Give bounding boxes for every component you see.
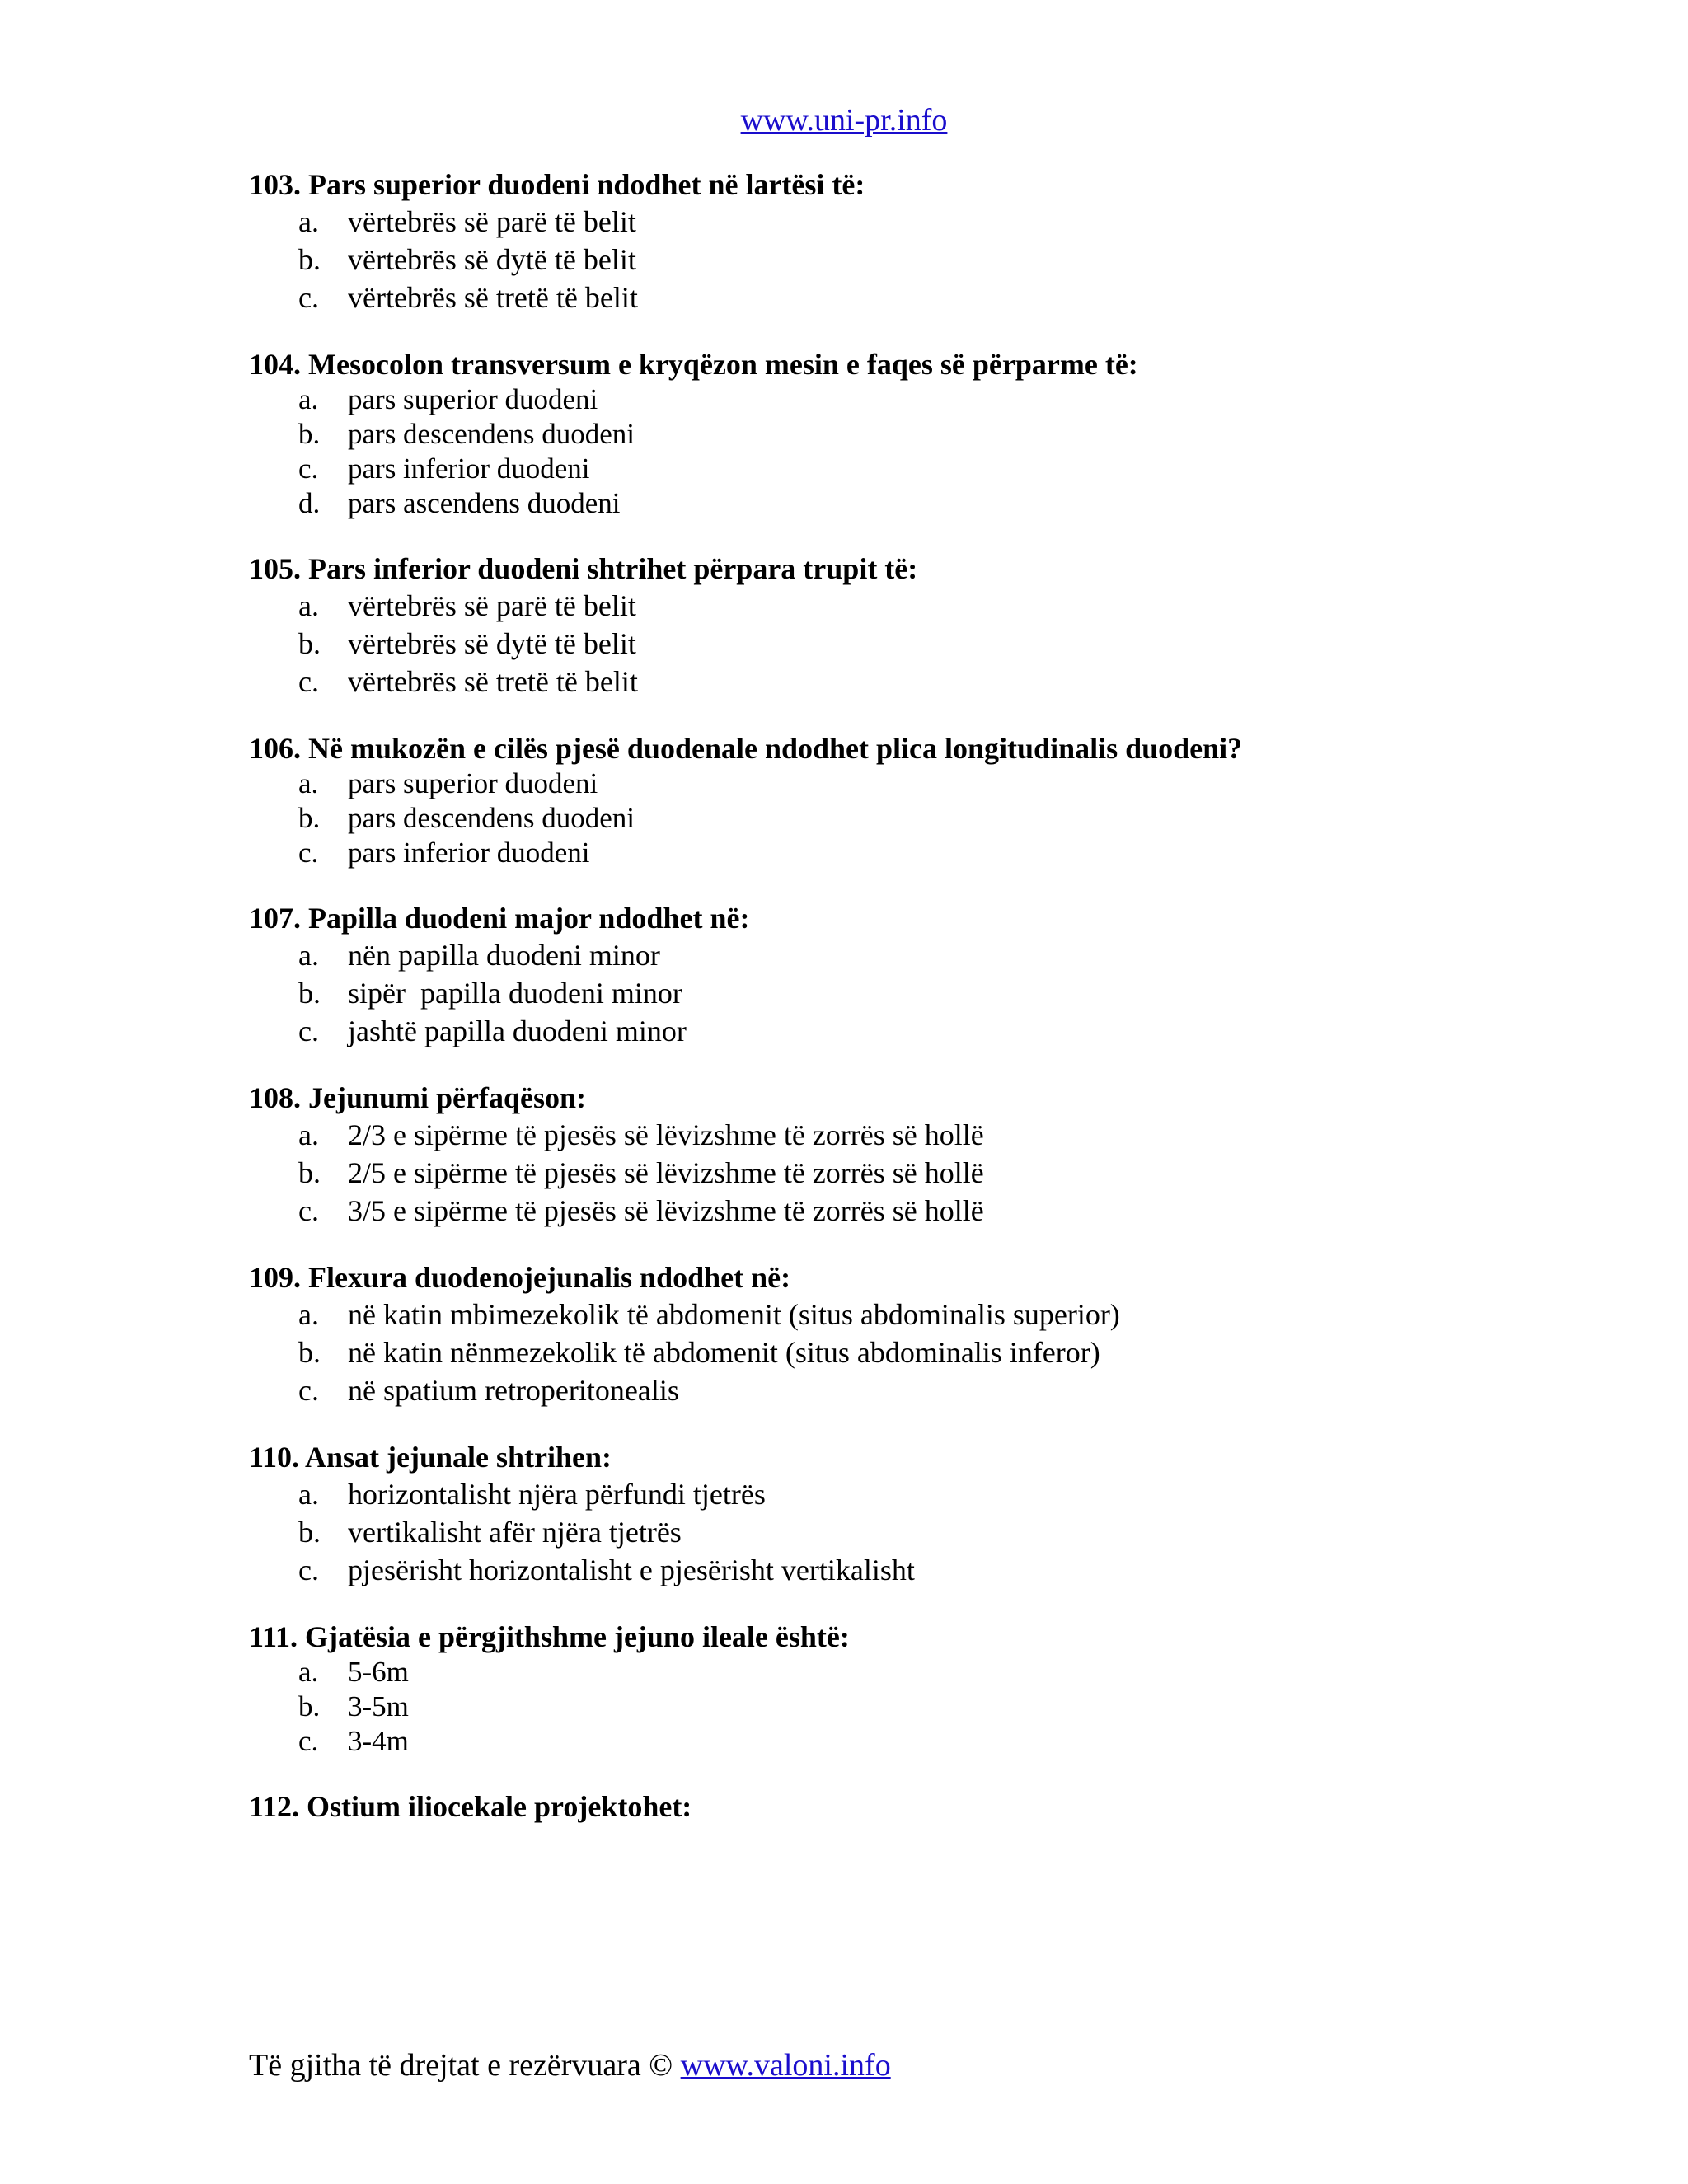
option-letter: c.: [298, 665, 319, 698]
option-letter: c.: [298, 1194, 319, 1227]
option-b: [249, 1333, 1609, 1371]
option-text: pars ascendens duodeni: [348, 487, 621, 519]
option-text: jashtë papilla duodeni minor: [348, 1015, 687, 1047]
option-letter: a.: [298, 1298, 319, 1331]
option-b: [249, 417, 1609, 452]
option-letter: c.: [298, 1725, 319, 1757]
option-text: 3/5 e sipërme të pjesës së lëvizshme të zorrës së hollë: [348, 1194, 984, 1227]
option-text: horizontalisht njëra përfundi tjetrës: [348, 1478, 766, 1511]
option-a: [249, 1475, 1609, 1513]
option-letter: b.: [298, 1690, 321, 1722]
option-letter: b.: [298, 418, 321, 450]
question-109: [249, 1259, 1609, 1409]
option-text: vërtebrës së dytë të belit: [348, 243, 636, 276]
footer-copyright-text: Të gjitha të drejtat e rezërvuara ©: [249, 2048, 681, 2083]
option-text: në katin nënmezekolik të abdomenit (situs abdominalis inferor): [348, 1336, 1100, 1369]
option-letter: a.: [298, 383, 319, 415]
option-text: vërtebrës së tretë të belit: [348, 281, 638, 314]
option-b: [249, 1154, 1609, 1192]
option-c: [249, 1192, 1609, 1230]
option-text: 3-5m: [348, 1690, 409, 1722]
option-text: pars descendens duodeni: [348, 802, 635, 834]
option-a: [249, 936, 1609, 974]
question-title: 104. Mesocolon transversum e kryqëzon mesin e faqes së përparme të:: [249, 348, 1138, 381]
question-title: 112. Ostium iliocekale projektohet:: [249, 1790, 692, 1823]
question-111: [249, 1619, 1609, 1759]
option-a: [249, 1655, 1609, 1690]
option-d: [249, 486, 1609, 521]
footer: [249, 2045, 891, 2086]
footer-link[interactable]: www.valoni.info: [680, 2048, 891, 2083]
option-b: [249, 1690, 1609, 1724]
option-letter: c.: [298, 1015, 319, 1047]
option-b: [249, 974, 1609, 1012]
option-text: pjesërisht horizontalisht e pjesërisht vertikalisht: [348, 1554, 915, 1586]
option-letter: c.: [298, 837, 319, 869]
option-letter: d.: [298, 487, 321, 519]
option-letter: b.: [298, 977, 321, 1010]
option-c: [249, 1371, 1609, 1409]
option-letter: a.: [298, 589, 319, 622]
option-c: [249, 663, 1609, 701]
option-letter: a.: [298, 1478, 319, 1511]
option-text: vërtebrës së dytë të belit: [348, 627, 636, 660]
option-text: 2/5 e sipërme të pjesës së lëvizshme të zorrës së hollë: [348, 1156, 984, 1189]
header: [0, 97, 1688, 143]
option-letter: c.: [298, 452, 319, 485]
question-104: [249, 346, 1609, 521]
option-text: nën papilla duodeni minor: [348, 939, 660, 972]
option-a: [249, 1116, 1609, 1154]
option-b: [249, 1513, 1609, 1551]
option-text: pars inferior duodeni: [348, 837, 590, 869]
option-text: pars descendens duodeni: [348, 418, 635, 450]
question-title: 108. Jejunumi përfaqëson:: [249, 1081, 587, 1114]
question-112: [249, 1788, 1609, 1825]
option-c: [249, 452, 1609, 486]
option-letter: a.: [298, 939, 319, 972]
option-text: 3-4m: [348, 1725, 409, 1757]
option-letter: a.: [298, 1118, 319, 1151]
question-title: 107. Papilla duodeni major ndodhet në:: [249, 902, 750, 935]
option-a: [249, 1296, 1609, 1333]
option-c: [249, 836, 1609, 870]
option-letter: a.: [298, 767, 319, 799]
option-a: [249, 587, 1609, 625]
option-letter: c.: [298, 1554, 319, 1586]
option-c: [249, 1012, 1609, 1050]
option-b: [249, 241, 1609, 279]
option-letter: b.: [298, 1156, 321, 1189]
question-105: [249, 551, 1609, 701]
option-text: pars superior duodeni: [348, 767, 598, 799]
option-text: 5-6m: [348, 1656, 409, 1688]
question-title: 105. Pars inferior duodeni shtrihet përpara trupit të:: [249, 552, 918, 585]
question-106: [249, 730, 1609, 870]
option-c: [249, 1724, 1609, 1759]
option-letter: c.: [298, 1374, 319, 1407]
option-text: vërtebrës së parë të belit: [348, 205, 636, 238]
question-title: 110. Ansat jejunale shtrihen:: [249, 1441, 612, 1474]
question-title: 106. Në mukozën e cilës pjesë duodenale ndodhet plica longitudinalis duodeni?: [249, 732, 1243, 765]
question-title: 103. Pars superior duodeni ndodhet në lartësi të:: [249, 168, 865, 201]
option-a: [249, 382, 1609, 417]
option-text: në spatium retroperitonealis: [348, 1374, 679, 1407]
option-text: 2/3 e sipërme të pjesës së lëvizshme të zorrës së hollë: [348, 1118, 984, 1151]
question-110: [249, 1439, 1609, 1589]
question-103: [249, 166, 1609, 316]
option-b: [249, 801, 1609, 836]
option-text: vërtebrës së tretë të belit: [348, 665, 638, 698]
header-link[interactable]: www.uni-pr.info: [740, 103, 948, 138]
option-letter: a.: [298, 1656, 319, 1688]
option-a: [249, 203, 1609, 241]
option-letter: b.: [298, 627, 321, 660]
option-b: [249, 625, 1609, 663]
option-letter: b.: [298, 1516, 321, 1549]
option-c: [249, 279, 1609, 316]
option-text: vërtebrës së parë të belit: [348, 589, 636, 622]
question-title: 111. Gjatësia e përgjithshme jejuno ileale është:: [249, 1620, 850, 1653]
question-108: [249, 1080, 1609, 1230]
question-title: 109. Flexura duodenojejunalis ndodhet në:: [249, 1261, 791, 1294]
option-letter: c.: [298, 281, 319, 314]
option-text: vertikalisht afër njëra tjetrës: [348, 1516, 682, 1549]
question-list: [249, 166, 1609, 1854]
option-text: në katin mbimezekolik të abdomenit (situs abdominalis superior): [348, 1298, 1120, 1331]
option-a: [249, 766, 1609, 801]
option-letter: b.: [298, 1336, 321, 1369]
option-letter: b.: [298, 243, 321, 276]
question-107: [249, 900, 1609, 1050]
option-text: sipër papilla duodeni minor: [348, 977, 682, 1010]
option-text: pars superior duodeni: [348, 383, 598, 415]
option-letter: b.: [298, 802, 321, 834]
option-letter: a.: [298, 205, 319, 238]
option-c: [249, 1551, 1609, 1589]
option-text: pars inferior duodeni: [348, 452, 590, 485]
